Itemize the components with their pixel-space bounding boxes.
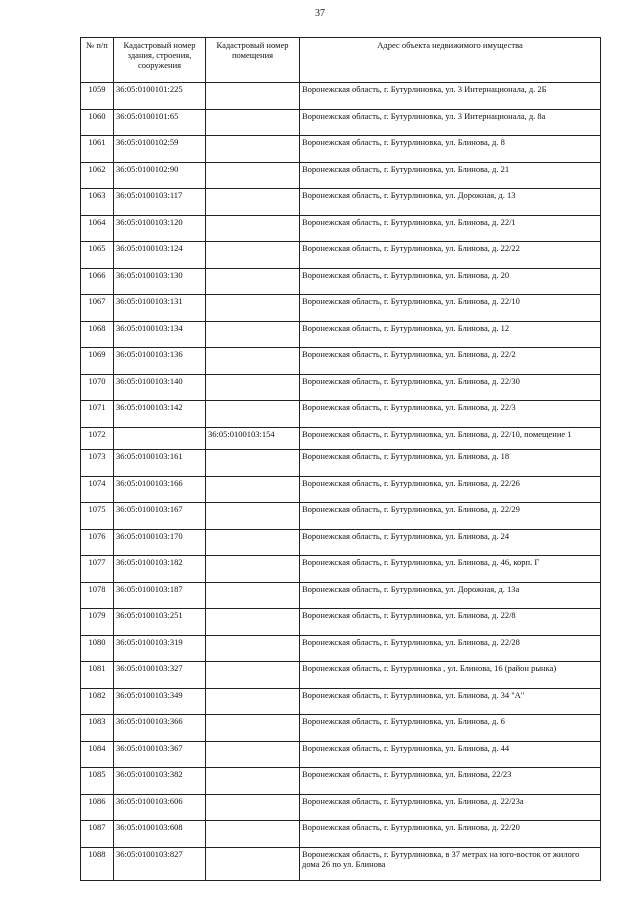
address-cell: Воронежская область, г. Бутурлиновка, ул. Блинова, д. 22/29 [300,503,601,530]
row-number-cell: 1078 [81,582,114,609]
building-cadastral-cell: 36:05:0100103:382 [114,768,206,795]
premises-cadastral-cell [206,847,300,881]
page-number: 37 [315,8,325,19]
table-row [81,136,601,163]
address-cell: Воронежская область, г. Бутурлиновка, ул. Блинова, д. 22/8 [300,609,601,636]
row-number-cell: 1065 [81,242,114,269]
premises-cadastral-cell [206,321,300,348]
address-cell: Воронежская область, г. Бутурлиновка, ул. Блинова, д. 22/22 [300,242,601,269]
premises-cadastral-cell [206,715,300,742]
premises-cadastral-cell [206,688,300,715]
row-number-cell: 1061 [81,136,114,163]
address-cell: Воронежская область, г. Бутурлиновка, ул. Блинова, д. 22/1 [300,215,601,242]
building-cadastral-cell: 36:05:0100101:65 [114,109,206,136]
address-cell: Воронежская область, г. Бутурлиновка, ул. Блинова, д. 8 [300,136,601,163]
header-building-cadastral: Кадастровый номер здания, строения, сооружения [114,38,206,83]
property-registry-table [80,37,601,881]
row-number-cell: 1069 [81,348,114,375]
address-cell: Воронежская область, г. Бутурлиновка, ул. Блинова, д. 6 [300,715,601,742]
row-number-cell: 1085 [81,768,114,795]
row-number-cell: 1077 [81,556,114,583]
table-row [81,162,601,189]
row-number-cell: 1067 [81,295,114,322]
building-cadastral-cell: 36:05:0100103:827 [114,847,206,881]
row-number-cell: 1080 [81,635,114,662]
premises-cadastral-cell [206,768,300,795]
building-cadastral-cell: 36:05:0100103:161 [114,450,206,477]
building-cadastral-cell: 36:05:0100103:136 [114,348,206,375]
building-cadastral-cell: 36:05:0100103:608 [114,821,206,848]
premises-cadastral-cell [206,83,300,110]
row-number-cell: 1068 [81,321,114,348]
row-number-cell: 1071 [81,401,114,428]
address-cell: Воронежская область, г. Бутурлиновка, ул. Блинова, д. 24 [300,529,601,556]
premises-cadastral-cell [206,348,300,375]
address-cell: Воронежская область, г. Бутурлиновка, ул. Блинова, д. 18 [300,450,601,477]
address-cell: Воронежская область, г. Бутурлиновка, ул. Блинова, д. 22/10 [300,295,601,322]
row-number-cell: 1066 [81,268,114,295]
building-cadastral-cell: 36:05:0100103:140 [114,374,206,401]
premises-cadastral-cell [206,503,300,530]
table-row [81,768,601,795]
table-row [81,503,601,530]
building-cadastral-cell: 36:05:0100103:606 [114,794,206,821]
address-cell: Воронежская область, г. Бутурлиновка, в 37 метрах на юго-восток от жилого дома 26 по ул. Блинова [300,847,601,881]
building-cadastral-cell: 36:05:0100103:187 [114,582,206,609]
address-cell: Воронежская область, г. Бутурлиновка, ул. Блинова, д. 22/10, помещение 1 [300,427,601,450]
building-cadastral-cell: 36:05:0100102:59 [114,136,206,163]
row-number-cell: 1064 [81,215,114,242]
header-number: № п/п [81,38,114,83]
row-number-cell: 1063 [81,189,114,216]
address-cell: Воронежская область, г. Бутурлиновка, ул. Блинова, д. 22/30 [300,374,601,401]
building-cadastral-cell: 36:05:0100103:120 [114,215,206,242]
table-row [81,635,601,662]
row-number-cell: 1081 [81,662,114,689]
building-cadastral-cell [114,427,206,450]
table-row [81,189,601,216]
premises-cadastral-cell [206,109,300,136]
building-cadastral-cell: 36:05:0100103:166 [114,476,206,503]
row-number-cell: 1082 [81,688,114,715]
row-number-cell: 1087 [81,821,114,848]
premises-cadastral-cell [206,476,300,503]
premises-cadastral-cell [206,609,300,636]
address-cell: Воронежская область, г. Бутурлиновка, ул. Блинова, д. 44 [300,741,601,768]
premises-cadastral-cell [206,821,300,848]
address-cell: Воронежская область, г. Бутурлиновка, ул. Дорожная, д. 13 [300,189,601,216]
building-cadastral-cell: 36:05:0100103:366 [114,715,206,742]
row-number-cell: 1086 [81,794,114,821]
premises-cadastral-cell [206,215,300,242]
building-cadastral-cell: 36:05:0100102:90 [114,162,206,189]
header-address: Адрес объекта недвижимого имущества [300,38,601,83]
table-row [81,794,601,821]
row-number-cell: 1073 [81,450,114,477]
address-cell: Воронежская область, г. Бутурлиновка, ул. Блинова, д. 21 [300,162,601,189]
address-cell: Воронежская область, г. Бутурлиновка, ул. Блинова, д. 22/28 [300,635,601,662]
header-premises-cadastral: Кадастровый номер помещения [206,38,300,83]
table-row [81,556,601,583]
building-cadastral-cell: 36:05:0100103:367 [114,741,206,768]
building-cadastral-cell: 36:05:0100103:117 [114,189,206,216]
table-row [81,268,601,295]
table-row [81,821,601,848]
premises-cadastral-cell [206,662,300,689]
table-row [81,109,601,136]
address-cell: Воронежская область, г. Бутурлиновка, ул. Блинова, д. 22/26 [300,476,601,503]
table-row [81,401,601,428]
table-row [81,688,601,715]
table-row [81,847,601,881]
premises-cadastral-cell [206,741,300,768]
table-row [81,450,601,477]
building-cadastral-cell: 36:05:0100103:167 [114,503,206,530]
premises-cadastral-cell [206,794,300,821]
building-cadastral-cell: 36:05:0100103:182 [114,556,206,583]
building-cadastral-cell: 36:05:0100101:225 [114,83,206,110]
row-number-cell: 1060 [81,109,114,136]
address-cell: Воронежская область, г. Бутурлиновка, ул. Блинова, д. 22/20 [300,821,601,848]
building-cadastral-cell: 36:05:0100103:130 [114,268,206,295]
premises-cadastral-cell [206,136,300,163]
premises-cadastral-cell [206,162,300,189]
premises-cadastral-cell [206,529,300,556]
address-cell: Воронежская область, г. Бутурлиновка, ул. Блинова, д. 34 "А" [300,688,601,715]
table-row [81,374,601,401]
premises-cadastral-cell [206,401,300,428]
row-number-cell: 1075 [81,503,114,530]
address-cell: Воронежская область, г. Бутурлиновка, ул. Блинова, д. 12 [300,321,601,348]
building-cadastral-cell: 36:05:0100103:124 [114,242,206,269]
premises-cadastral-cell [206,189,300,216]
table-row [81,476,601,503]
address-cell: Воронежская область, г. Бутурлиновка, ул. 3 Интернационала, д. 8а [300,109,601,136]
table-row [81,609,601,636]
building-cadastral-cell: 36:05:0100103:170 [114,529,206,556]
address-cell: Воронежская область, г. Бутурлиновка, ул. Блинова, д. 22/23а [300,794,601,821]
premises-cadastral-cell [206,268,300,295]
row-number-cell: 1084 [81,741,114,768]
row-number-cell: 1083 [81,715,114,742]
table-row [81,215,601,242]
premises-cadastral-cell [206,242,300,269]
table-row [81,348,601,375]
table-row [81,715,601,742]
premises-cadastral-cell: 36:05:0100103:154 [206,427,300,450]
premises-cadastral-cell [206,374,300,401]
building-cadastral-cell: 36:05:0100103:349 [114,688,206,715]
address-cell: Воронежская область, г. Бутурлиновка, ул. Блинова, 22/23 [300,768,601,795]
table-row [81,321,601,348]
table-header-row [81,38,601,83]
address-cell: Воронежская область, г. Бутурлиновка, ул. Блинова, д. 22/2 [300,348,601,375]
building-cadastral-cell: 36:05:0100103:327 [114,662,206,689]
premises-cadastral-cell [206,635,300,662]
table-row [81,295,601,322]
premises-cadastral-cell [206,556,300,583]
row-number-cell: 1062 [81,162,114,189]
row-number-cell: 1076 [81,529,114,556]
row-number-cell: 1072 [81,427,114,450]
row-number-cell: 1088 [81,847,114,881]
address-cell: Воронежская область, г. Бутурлиновка, ул. Дорожная, д. 13а [300,582,601,609]
table-row [81,741,601,768]
address-cell: Воронежская область, г. Бутурлиновка , ул. Блинова, 16 (район рынка) [300,662,601,689]
building-cadastral-cell: 36:05:0100103:131 [114,295,206,322]
row-number-cell: 1059 [81,83,114,110]
table-row [81,662,601,689]
table-row [81,427,601,450]
address-cell: Воронежская область, г. Бутурлиновка, ул. Блинова, д. 20 [300,268,601,295]
table-row [81,83,601,110]
premises-cadastral-cell [206,295,300,322]
building-cadastral-cell: 36:05:0100103:134 [114,321,206,348]
row-number-cell: 1074 [81,476,114,503]
table-body [81,83,601,881]
address-cell: Воронежская область, г. Бутурлиновка, ул. Блинова, д. 46, корп. Г [300,556,601,583]
building-cadastral-cell: 36:05:0100103:319 [114,635,206,662]
building-cadastral-cell: 36:05:0100103:251 [114,609,206,636]
premises-cadastral-cell [206,450,300,477]
address-cell: Воронежская область, г. Бутурлиновка, ул. Блинова, д. 22/3 [300,401,601,428]
address-cell: Воронежская область, г. Бутурлиновка, ул. 3 Интернационала, д. 2Б [300,83,601,110]
row-number-cell: 1070 [81,374,114,401]
premises-cadastral-cell [206,582,300,609]
table-row [81,529,601,556]
building-cadastral-cell: 36:05:0100103:142 [114,401,206,428]
row-number-cell: 1079 [81,609,114,636]
table-row [81,242,601,269]
table-row [81,582,601,609]
